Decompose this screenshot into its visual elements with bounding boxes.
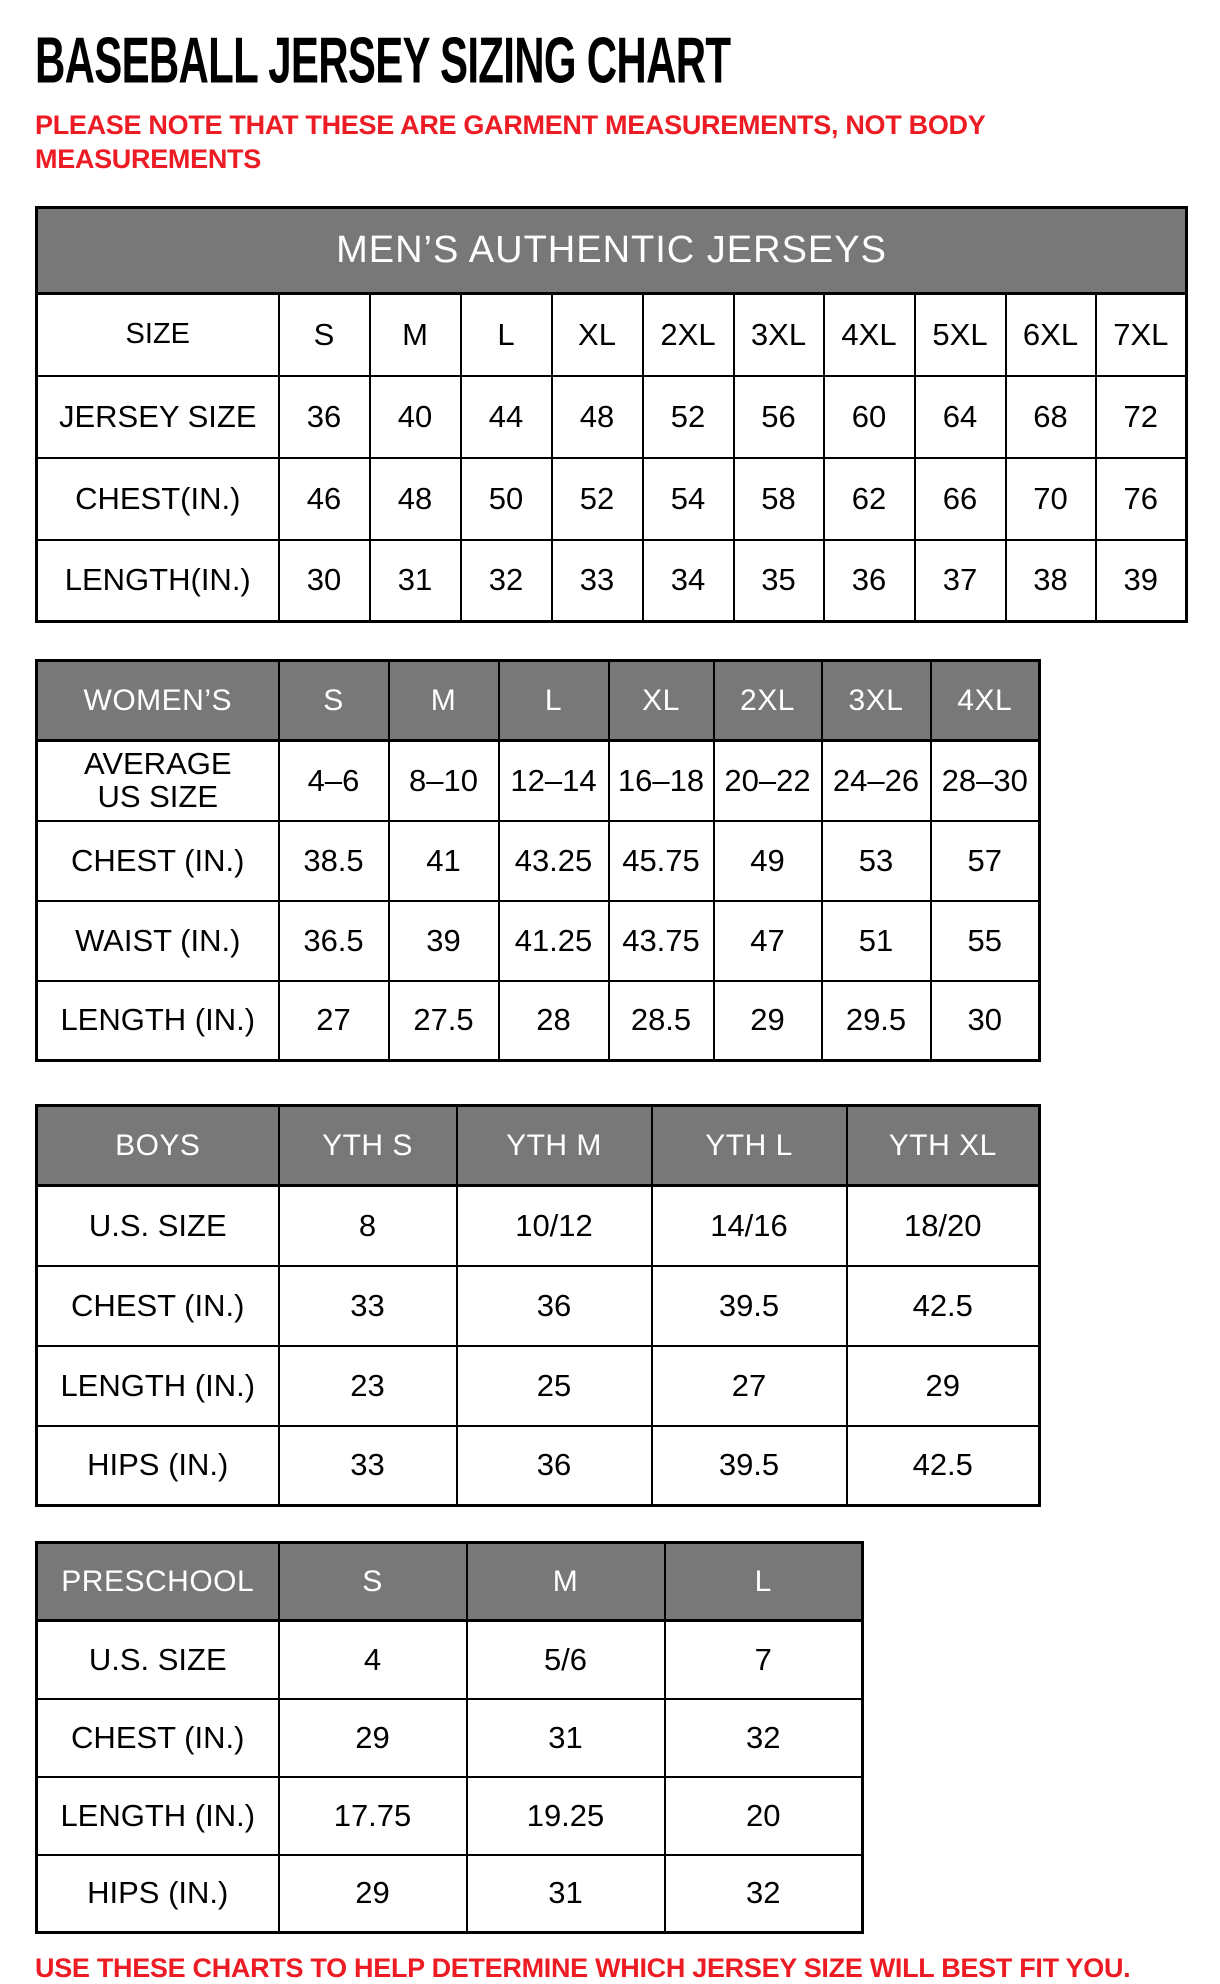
boys-us-size-value-1: 10/12 — [457, 1186, 652, 1266]
mens-size-header-cell-0: SIZE — [37, 294, 279, 376]
mens-size-header-cell-7: 4XL — [824, 294, 915, 376]
mens-size-header-cell-10: 7XL — [1096, 294, 1187, 376]
womens-length-value-5: 29.5 — [822, 981, 931, 1061]
preschool-chest-label: CHEST (IN.) — [37, 1699, 279, 1777]
boys-chest-row — [37, 1266, 1040, 1346]
mens-jersey-size-value-0: 36 — [279, 376, 370, 458]
boys-length-value-1: 25 — [457, 1346, 652, 1426]
boys-us-size-value-3: 18/20 — [847, 1186, 1040, 1266]
womens-header-cell-6: 3XL — [822, 661, 931, 741]
boys-length-value-3: 29 — [847, 1346, 1040, 1426]
boys-header-cell-2: YTH M — [457, 1106, 652, 1186]
preschool-header-cell-3: L — [665, 1543, 863, 1621]
womens-average-us-size-value-0: 4–6 — [279, 741, 389, 821]
womens-header-cell-2: M — [389, 661, 499, 741]
boys-hips-value-0: 33 — [279, 1426, 457, 1506]
boys-header-row — [37, 1106, 1040, 1186]
preschool-chest-row — [37, 1699, 863, 1777]
boys-table — [35, 1104, 1041, 1507]
mens-length-label: LENGTH(IN.) — [37, 540, 279, 622]
mens-size-header-cell-3: L — [461, 294, 552, 376]
mens-size-header-row — [37, 294, 1187, 376]
boys-header-cell-0: BOYS — [37, 1106, 279, 1186]
womens-average-us-size-value-1: 8–10 — [389, 741, 499, 821]
mens-jersey-size-value-9: 72 — [1096, 376, 1187, 458]
preschool-chest-value-2: 32 — [665, 1699, 863, 1777]
womens-chest-value-6: 57 — [931, 821, 1040, 901]
womens-header-row — [37, 661, 1040, 741]
womens-waist-value-2: 41.25 — [499, 901, 609, 981]
mens-jersey-size-value-3: 48 — [552, 376, 643, 458]
preschool-table — [35, 1541, 864, 1934]
mens-length-value-4: 34 — [643, 540, 734, 622]
womens-waist-value-5: 51 — [822, 901, 931, 981]
preschool-hips-value-0: 29 — [279, 1855, 467, 1933]
preschool-header-row — [37, 1543, 863, 1621]
mens-length-row — [37, 540, 1187, 622]
womens-average-us-size-value-3: 16–18 — [609, 741, 714, 821]
mens-jersey-size-value-1: 40 — [370, 376, 461, 458]
mens-jersey-size-label: JERSEY SIZE — [37, 376, 279, 458]
boys-length-row — [37, 1346, 1040, 1426]
preschool-length-row — [37, 1777, 863, 1855]
womens-length-label: LENGTH (IN.) — [37, 981, 279, 1061]
mens-size-header-cell-1: S — [279, 294, 370, 376]
preschool-us-size-value-1: 5/6 — [467, 1621, 665, 1699]
preschool-us-size-value-0: 4 — [279, 1621, 467, 1699]
mens-jersey-size-row — [37, 376, 1187, 458]
mens-size-header-cell-4: XL — [552, 294, 643, 376]
womens-table — [35, 659, 1041, 1062]
womens-waist-value-0: 36.5 — [279, 901, 389, 981]
preschool-us-size-value-2: 7 — [665, 1621, 863, 1699]
mens-length-value-6: 36 — [824, 540, 915, 622]
preschool-header-cell-0: PRESCHOOL — [37, 1543, 279, 1621]
boys-us-size-label: U.S. SIZE — [37, 1186, 279, 1266]
womens-average-us-size-row — [37, 741, 1040, 821]
mens-size-header-cell-9: 6XL — [1006, 294, 1096, 376]
preschool-length-value-2: 20 — [665, 1777, 863, 1855]
womens-chest-label: CHEST (IN.) — [37, 821, 279, 901]
mens-chest-value-0: 46 — [279, 458, 370, 540]
womens-waist-value-6: 55 — [931, 901, 1040, 981]
mens-table-banner-row — [37, 208, 1187, 294]
preschool-chest-value-1: 31 — [467, 1699, 665, 1777]
boys-hips-label: HIPS (IN.) — [37, 1426, 279, 1506]
womens-average-us-size-value-5: 24–26 — [822, 741, 931, 821]
preschool-length-value-1: 19.25 — [467, 1777, 665, 1855]
womens-chest-value-4: 49 — [714, 821, 822, 901]
womens-average-us-size-value-4: 20–22 — [714, 741, 822, 821]
boys-chest-label: CHEST (IN.) — [37, 1266, 279, 1346]
womens-average-us-size-value-6: 28–30 — [931, 741, 1040, 821]
preschool-header-cell-2: M — [467, 1543, 665, 1621]
mens-jersey-size-value-6: 60 — [824, 376, 915, 458]
womens-average-us-size-value-2: 12–14 — [499, 741, 609, 821]
preschool-hips-value-2: 32 — [665, 1855, 863, 1933]
boys-length-label: LENGTH (IN.) — [37, 1346, 279, 1426]
womens-header-cell-7: 4XL — [931, 661, 1040, 741]
boys-header-cell-1: YTH S — [279, 1106, 457, 1186]
womens-chest-value-1: 41 — [389, 821, 499, 901]
womens-chest-value-0: 38.5 — [279, 821, 389, 901]
womens-length-value-4: 29 — [714, 981, 822, 1061]
mens-authentic-jerseys-table — [35, 206, 1188, 623]
mens-jersey-size-value-2: 44 — [461, 376, 552, 458]
mens-chest-value-8: 70 — [1006, 458, 1096, 540]
boys-length-value-2: 27 — [652, 1346, 847, 1426]
preschool-header-cell-1: S — [279, 1543, 467, 1621]
mens-jersey-size-value-5: 56 — [734, 376, 824, 458]
mens-size-header-cell-2: M — [370, 294, 461, 376]
womens-average-us-size-label — [37, 741, 279, 821]
preschool-us-size-row — [37, 1621, 863, 1699]
preschool-hips-label: HIPS (IN.) — [37, 1855, 279, 1933]
womens-chest-value-5: 53 — [822, 821, 931, 901]
womens-header-cell-3: L — [499, 661, 609, 741]
womens-header-cell-0: WOMEN’S — [37, 661, 279, 741]
boys-us-size-row — [37, 1186, 1040, 1266]
boys-chest-value-0: 33 — [279, 1266, 457, 1346]
mens-chest-value-5: 58 — [734, 458, 824, 540]
womens-waist-row — [37, 901, 1040, 981]
womens-chest-value-3: 45.75 — [609, 821, 714, 901]
boys-length-value-0: 23 — [279, 1346, 457, 1426]
boys-chest-value-1: 36 — [457, 1266, 652, 1346]
mens-chest-value-4: 54 — [643, 458, 734, 540]
womens-waist-value-3: 43.75 — [609, 901, 714, 981]
womens-average-us-size-label-text: AVERAGE US SIZE — [83, 745, 232, 814]
mens-length-value-8: 38 — [1006, 540, 1096, 622]
mens-chest-value-3: 52 — [552, 458, 643, 540]
womens-waist-label: WAIST (IN.) — [37, 901, 279, 981]
boys-us-size-value-0: 8 — [279, 1186, 457, 1266]
womens-chest-row — [37, 821, 1040, 901]
mens-chest-value-2: 50 — [461, 458, 552, 540]
boys-hips-value-2: 39.5 — [652, 1426, 847, 1506]
garment-measurements-note: PLEASE NOTE THAT THESE ARE GARMENT MEASUREMENTS, NOT BODY MEASUREMENTS — [35, 110, 985, 174]
womens-header-cell-4: XL — [609, 661, 714, 741]
mens-length-value-7: 37 — [915, 540, 1006, 622]
womens-header-cell-1: S — [279, 661, 389, 741]
mens-table-title: MEN’S AUTHENTIC JERSEYS — [37, 208, 1187, 294]
mens-length-value-0: 30 — [279, 540, 370, 622]
preschool-hips-value-1: 31 — [467, 1855, 665, 1933]
mens-length-value-9: 39 — [1096, 540, 1187, 622]
mens-chest-value-6: 62 — [824, 458, 915, 540]
preschool-hips-row — [37, 1855, 863, 1933]
womens-length-value-1: 27.5 — [389, 981, 499, 1061]
boys-hips-value-1: 36 — [457, 1426, 652, 1506]
womens-header-cell-5: 2XL — [714, 661, 822, 741]
mens-chest-label: CHEST(IN.) — [37, 458, 279, 540]
womens-length-row — [37, 981, 1040, 1061]
mens-jersey-size-value-7: 64 — [915, 376, 1006, 458]
boys-header-cell-3: YTH L — [652, 1106, 847, 1186]
preschool-length-label: LENGTH (IN.) — [37, 1777, 279, 1855]
womens-waist-value-4: 47 — [714, 901, 822, 981]
page-title: BASEBALL JERSEY SIZING CHART — [35, 24, 731, 97]
boys-chest-value-3: 42.5 — [847, 1266, 1040, 1346]
boys-header-cell-4: YTH XL — [847, 1106, 1040, 1186]
fit-advice-footer: USE THESE CHARTS TO HELP DETERMINE WHICH JERSEY SIZE WILL BEST FIT YOU. — [35, 1953, 1131, 1983]
preschool-chest-value-0: 29 — [279, 1699, 467, 1777]
mens-chest-value-7: 66 — [915, 458, 1006, 540]
womens-length-value-0: 27 — [279, 981, 389, 1061]
mens-length-value-2: 32 — [461, 540, 552, 622]
mens-size-header-cell-5: 2XL — [643, 294, 734, 376]
mens-chest-row — [37, 458, 1187, 540]
boys-us-size-value-2: 14/16 — [652, 1186, 847, 1266]
mens-jersey-size-value-4: 52 — [643, 376, 734, 458]
womens-chest-value-2: 43.25 — [499, 821, 609, 901]
mens-size-header-cell-8: 5XL — [915, 294, 1006, 376]
mens-length-value-1: 31 — [370, 540, 461, 622]
preschool-length-value-0: 17.75 — [279, 1777, 467, 1855]
mens-length-value-3: 33 — [552, 540, 643, 622]
preschool-us-size-label: U.S. SIZE — [37, 1621, 279, 1699]
boys-chest-value-2: 39.5 — [652, 1266, 847, 1346]
boys-hips-row — [37, 1426, 1040, 1506]
mens-size-header-cell-6: 3XL — [734, 294, 824, 376]
womens-length-value-6: 30 — [931, 981, 1040, 1061]
womens-length-value-3: 28.5 — [609, 981, 714, 1061]
womens-length-value-2: 28 — [499, 981, 609, 1061]
mens-jersey-size-value-8: 68 — [1006, 376, 1096, 458]
mens-chest-value-9: 76 — [1096, 458, 1187, 540]
mens-length-value-5: 35 — [734, 540, 824, 622]
womens-waist-value-1: 39 — [389, 901, 499, 981]
mens-chest-value-1: 48 — [370, 458, 461, 540]
boys-hips-value-3: 42.5 — [847, 1426, 1040, 1506]
